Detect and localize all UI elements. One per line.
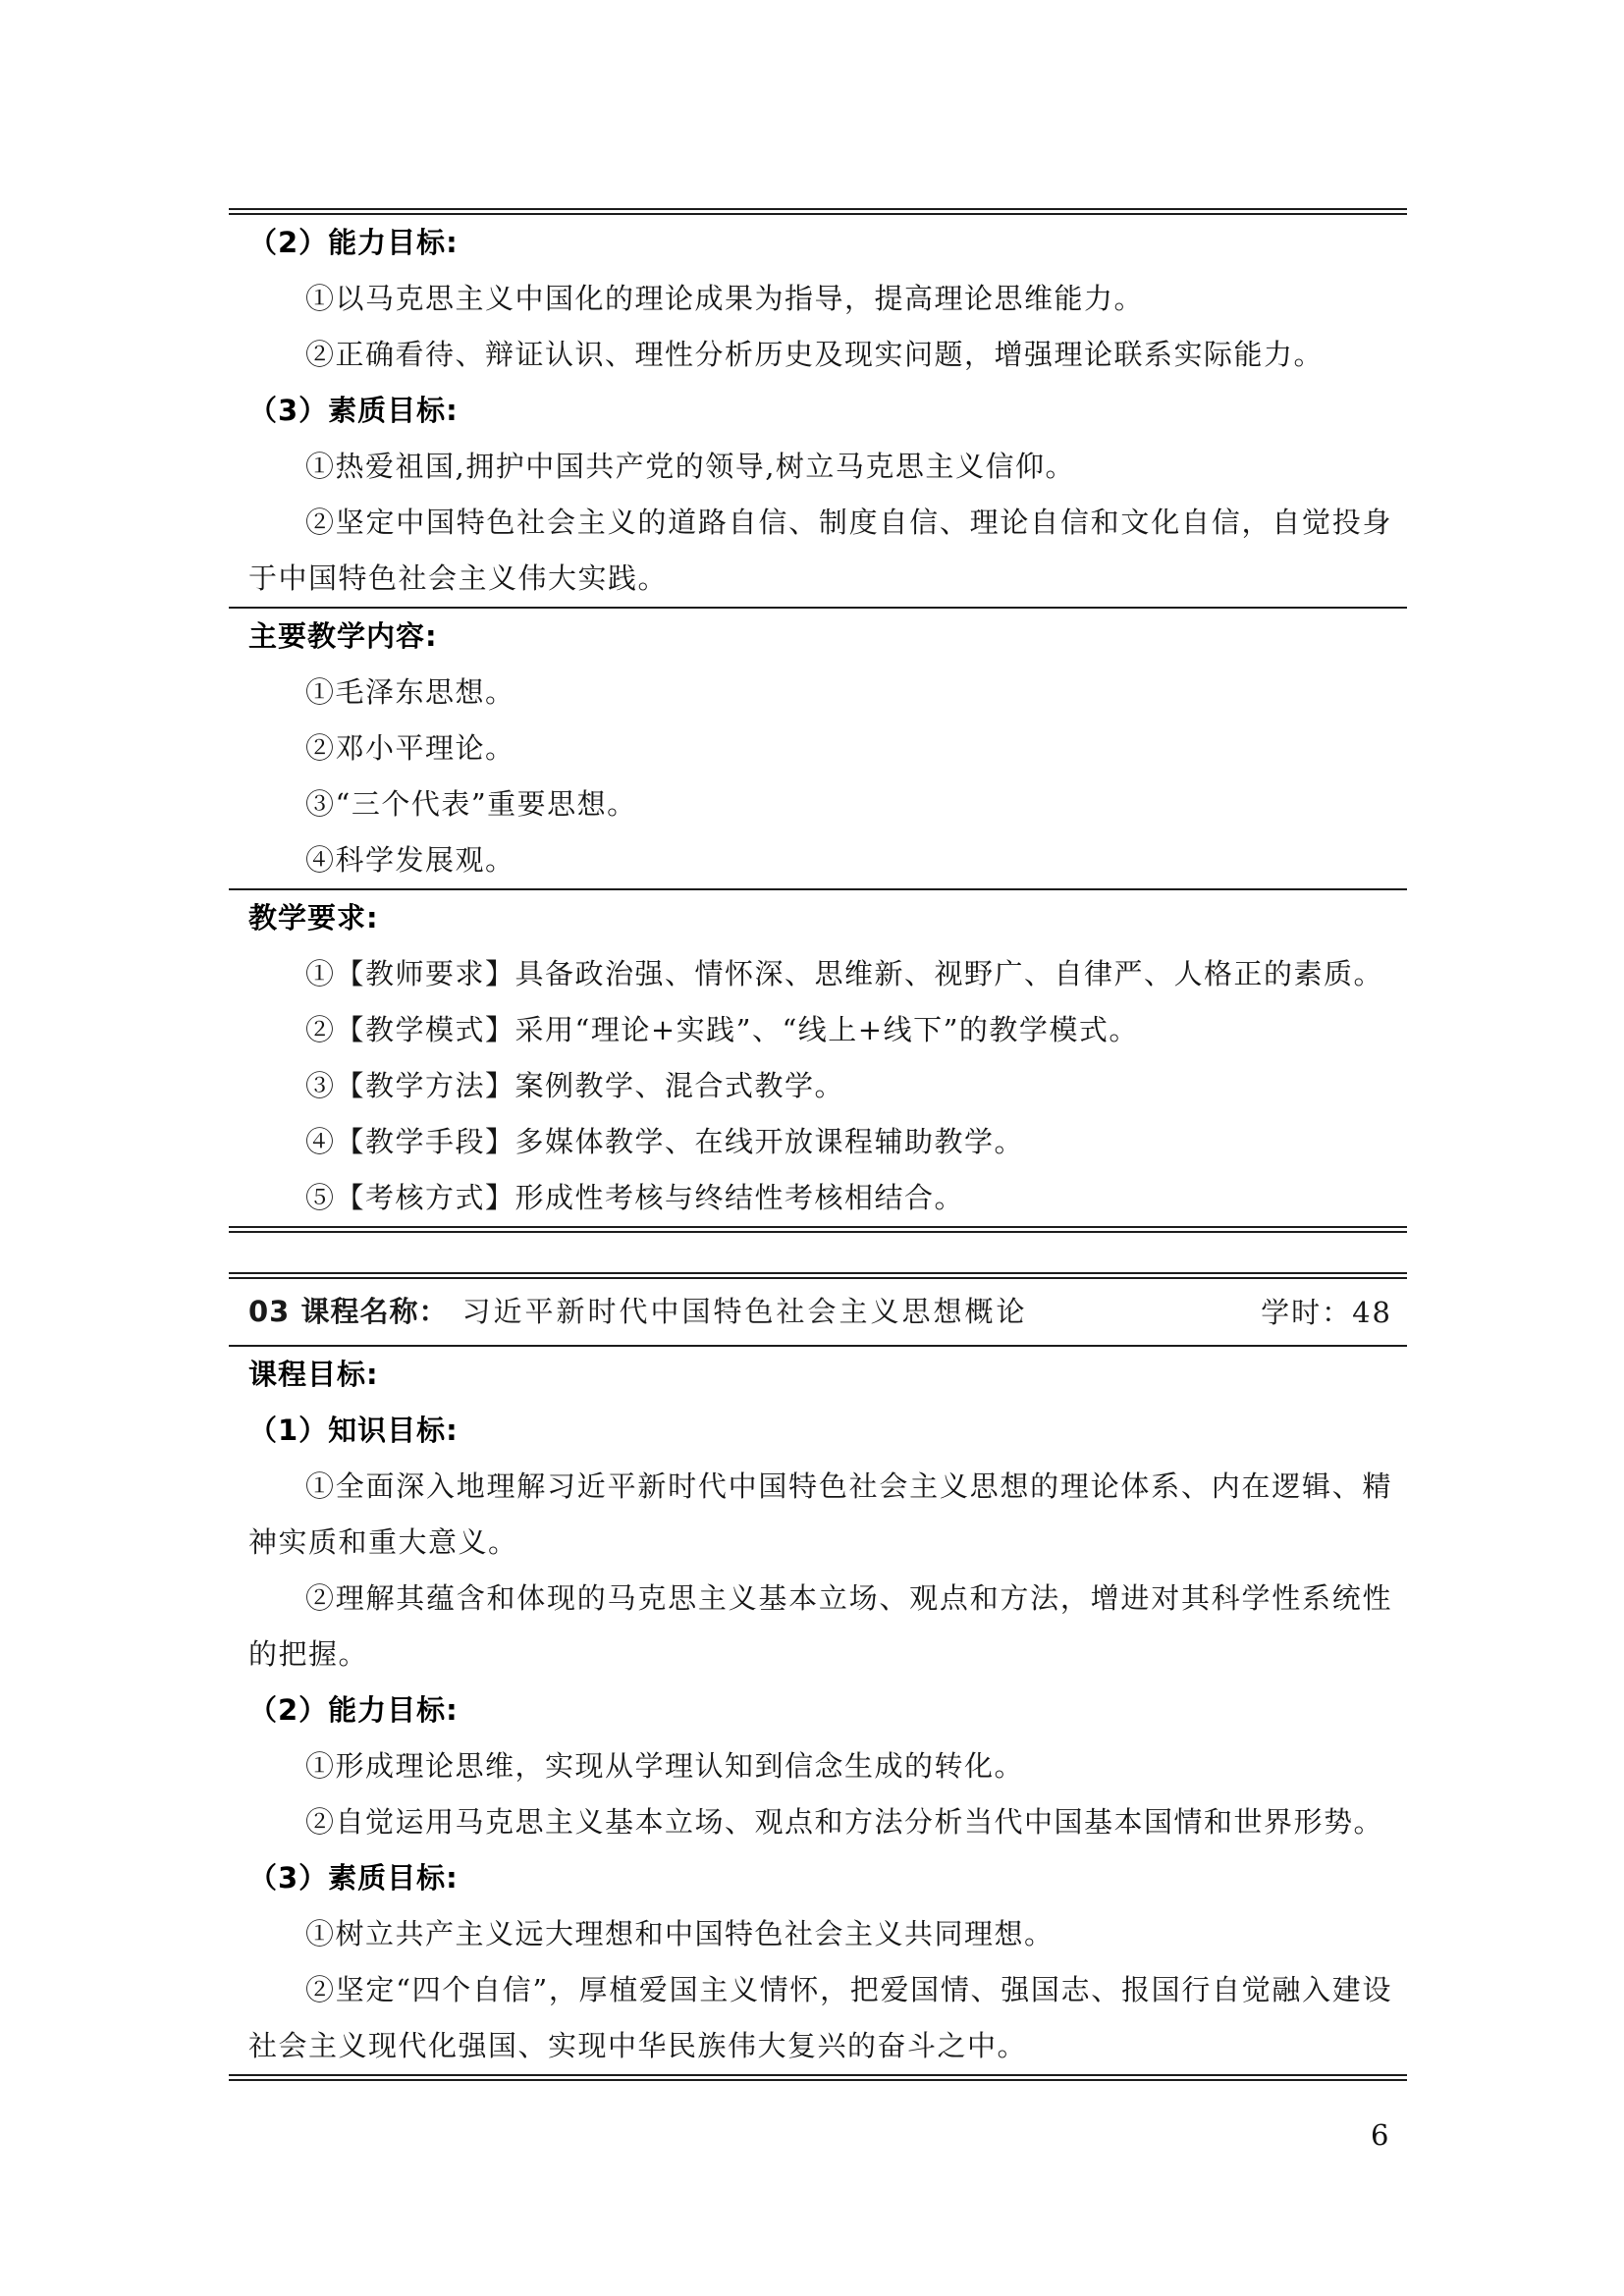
course02-ability-objective-item-1: ①以马克思主义中国化的理论成果为指导，提高理论思维能力。 [305,282,1145,315]
table-top-border [229,208,1407,215]
course03-ability-objective-item-2: ②自觉运用马克思主义基本立场、观点和方法分析当代中国基本国情和世界形势。 [305,1805,1384,1839]
course03-header-row [229,1279,1407,1345]
course02-quality-objective-item-2: ②坚定中国特色社会主义的道路自信、制度自信、理论自信和文化自信，自觉投身于中国特色社会主义伟大实践。 [248,506,1392,595]
page-content [229,208,1407,2081]
course-02-table-fragment [229,208,1407,1233]
table-bottom-border [229,1226,1407,1233]
course03-title-group [248,1279,1027,1345]
course03-hours [1261,1280,1392,1345]
course-03-table [229,1272,1407,2081]
course03-objectives-heading: 课程目标: [248,1358,379,1391]
course02-ability-objective-item-2: ②正确看待、辩证认识、理性分析历史及现实问题，增强理论联系实际能力。 [305,338,1325,371]
course02-teaching-requirement-item-5: ⑤【考核方式】形成性考核与终结性考核相结合。 [305,1181,965,1214]
course02-teaching-requirement-item-3: ③【教学方法】案例教学、混合式教学。 [305,1069,845,1102]
course02-teaching-requirement-item-4: ④【教学手段】多媒体教学、在线开放课程辅助教学。 [305,1125,1025,1158]
table-top-border [229,1272,1407,1279]
course02-teaching-content-item-2: ②邓小平理论。 [305,731,515,765]
course03-knowledge-objective-item-2: ②理解其蕴含和体现的马克思主义基本立场、观点和方法，增进对其科学性系统性的把握。 [248,1581,1392,1671]
course02-teaching-requirement-item-2: ②【教学模式】采用“理论+实践”、“线上+线下”的教学模式。 [305,1013,1139,1046]
course02-teaching-content-item-1: ①毛泽东思想。 [305,675,515,709]
page-number: 6 [1371,2118,1389,2152]
course02-teaching-requirement-item-1: ①【教师要求】具备政治强、情怀深、思维新、视野广、自律严、人格正的素质。 [305,957,1384,990]
course02-quality-objective-item-1: ①热爱祖国,拥护中国共产党的领导,树立马克思主义信仰。 [305,450,1075,483]
course02-teaching-content-item-3: ③“三个代表”重要思想。 [305,787,637,821]
course02-teaching-requirements-heading: 教学要求: [248,901,379,934]
table-bottom-border [229,2074,1407,2081]
course03-name: 习近平新时代中国特色社会主义思想概论 [461,1295,1028,1328]
course02-teaching-content-item-4: ④科学发展观。 [305,843,515,877]
course03-ability-objective-item-1: ①形成理论思维，实现从学理认知到信念生成的转化。 [305,1749,1025,1783]
course03-knowledge-objective-item-1: ①全面深入地理解习近平新时代中国特色社会主义思想的理论体系、内在逻辑、精神实质和重大意义。 [248,1469,1392,1559]
course03-name-label: 03 课程名称： [248,1295,449,1328]
course03-hours-label: 学时： [1261,1295,1353,1329]
course03-quality-objectives-heading: （3）素质目标: [248,1861,459,1895]
course03-knowledge-objectives-heading: （1）知识目标: [248,1414,459,1447]
course03-quality-objective-item-2: ②坚定“四个自信”，厚植爱国主义情怀，把爱国情、强国志、报国行自觉融入建设社会主义现代化强国、实现中华民族伟大复兴的奋斗之中。 [248,1973,1392,2062]
course03-ability-objectives-heading: （2）能力目标: [248,1693,459,1727]
section-gap [229,1233,1407,1272]
course02-quality-objectives-heading: （3）素质目标: [248,394,459,427]
course03-quality-objective-item-1: ①树立共产主义远大理想和中国特色社会主义共同理想。 [305,1917,1055,1950]
course03-hours-value: 48 [1352,1295,1392,1329]
course02-ability-objectives-heading: （2）能力目标: [248,226,459,259]
course02-teaching-content-heading: 主要教学内容: [248,619,438,653]
